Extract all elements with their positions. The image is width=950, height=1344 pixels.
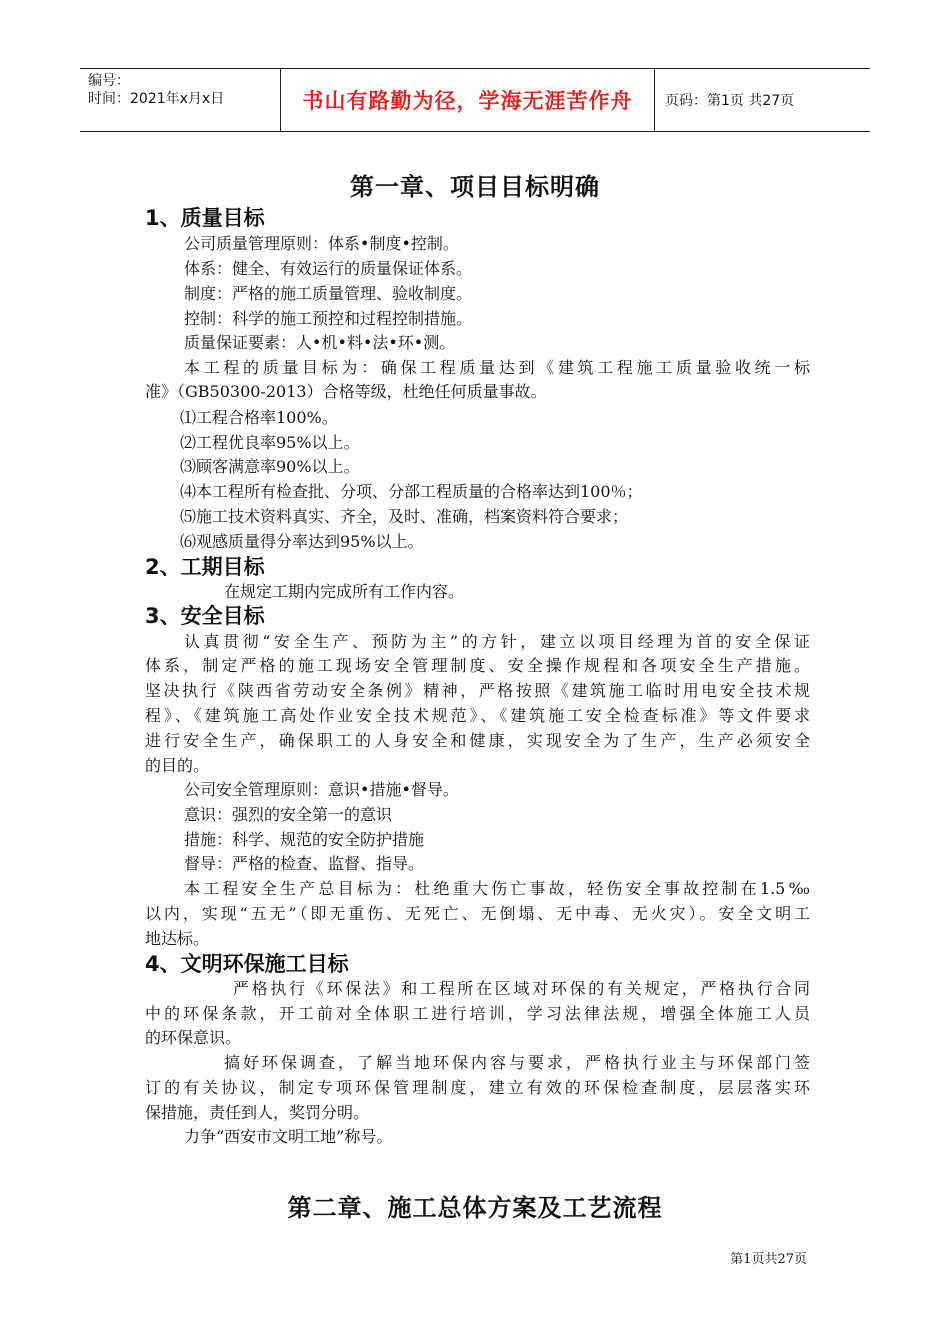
doc-date: 时间：2021年x月x日 — [88, 91, 225, 107]
list-item: ⑵工程优良率95%以上。 — [180, 433, 360, 452]
text-line: 本工程安全生产总目标为：杜绝重大伤亡事故，轻伤安全事故控制在1.5‰ — [184, 879, 810, 898]
text-line: 地达标。 — [145, 929, 210, 948]
text-line: 制度：严格的施工质量管理、验收制度。 — [184, 284, 473, 303]
text-line: 督导：严格的检查、监督、指导。 — [184, 854, 425, 873]
text-line: 的环保意识。 — [145, 1028, 242, 1047]
text-line: 认真贯彻“安全生产、预防为主”的方针，建立以项目经理为首的安全保证 — [184, 632, 810, 651]
text-line: 力争“西安市文明工地”称号。 — [184, 1127, 393, 1146]
list-item: ⑷本工程所有检查批、分项、分部工程质量的合格率达到100％； — [180, 482, 643, 501]
page-header — [80, 68, 870, 132]
doc-number-label: 编号： — [88, 73, 130, 89]
text-line: 以内，实现“五无”（即无重伤、无死亡、无倒塌、无中毒、无火灾）。安全文明工 — [145, 904, 810, 923]
section-3-heading: 3、安全目标 — [145, 604, 265, 628]
section-2-heading: 2、工期目标 — [145, 555, 265, 579]
page-footer: 第1页共27页 — [730, 1252, 807, 1267]
text-line: 准》（GB50300-2013）合格等级，杜绝任何质量事故。 — [145, 382, 547, 401]
list-item: ⑴工程合格率100%。 — [180, 408, 338, 427]
header-meta — [80, 69, 281, 131]
text-line: 控制：科学的施工预控和过程控制措施。 — [184, 309, 473, 328]
text-line: 在规定工期内完成所有工作内容。 — [224, 582, 465, 601]
text-line: 意识：强烈的安全第一的意识 — [184, 805, 393, 824]
text-line: 公司质量管理原则：体系•制度•控制。 — [184, 234, 459, 253]
text-line: 措施：科学、规范的安全防护措施 — [184, 830, 425, 849]
text-line: 公司安全管理原则：意识•措施•督导。 — [184, 780, 459, 799]
text-line: 本工程的质量目标为：确保工程质量达到《建筑工程施工质量验收统一标 — [184, 358, 810, 377]
text-line: 订的有关协议，制定专项环保管理制度，建立有效的环保检查制度，层层落实环 — [145, 1078, 810, 1097]
text-line: 体系：健全、有效运行的质量保证体系。 — [184, 259, 473, 278]
list-item: ⑶顾客满意率90%以上。 — [180, 457, 360, 476]
text-line: 保措施，责任到人，奖罚分明。 — [145, 1103, 370, 1122]
text-line: 严格执行《环保法》和工程所在区域对环保的有关规定，严格执行合同 — [233, 979, 810, 998]
text-line: 程》、《建筑施工高处作业安全技术规范》、《建筑施工安全检查标准》等文件要求 — [145, 706, 810, 725]
text-line: 体系，制定严格的施工现场安全管理制度、安全操作规程和各项安全生产措施。 — [145, 656, 810, 675]
text-line: 坚决执行《陕西省劳动安全条例》精神，严格按照《建筑施工临时用电安全技术规 — [145, 681, 810, 700]
chapter-1-title: 第一章、项目目标明确 — [350, 173, 600, 201]
chapter-2-title: 第二章、施工总体方案及工艺流程 — [287, 1194, 663, 1222]
section-1-heading: 1、质量目标 — [145, 206, 265, 230]
text-line: 搞好环保调查，了解当地环保内容与要求，严格执行业主与环保部门签 — [224, 1053, 810, 1072]
header-page-info: 页码：第1页 共27页 — [665, 93, 795, 109]
text-line: 的目的。 — [145, 756, 210, 775]
text-line: 中的环保条款，开工前对全体职工进行培训，学习法律法规，增强全体施工人员 — [145, 1004, 810, 1023]
section-4-heading: 4、文明环保施工目标 — [145, 952, 349, 976]
text-line: 进行安全生产，确保职工的人身安全和健康，实现安全为了生产，生产必须安全 — [145, 731, 810, 750]
text-line: 质量保证要素：人•机•料•法•环•测。 — [184, 333, 456, 352]
list-item: ⑸施工技术资料真实、齐全，及时、准确，档案资料符合要求； — [180, 507, 629, 526]
header-motto: 书山有路勤为径，学海无涯苦作舟 — [281, 69, 655, 131]
list-item: ⑹观感质量得分率达到95%以上。 — [180, 532, 424, 551]
